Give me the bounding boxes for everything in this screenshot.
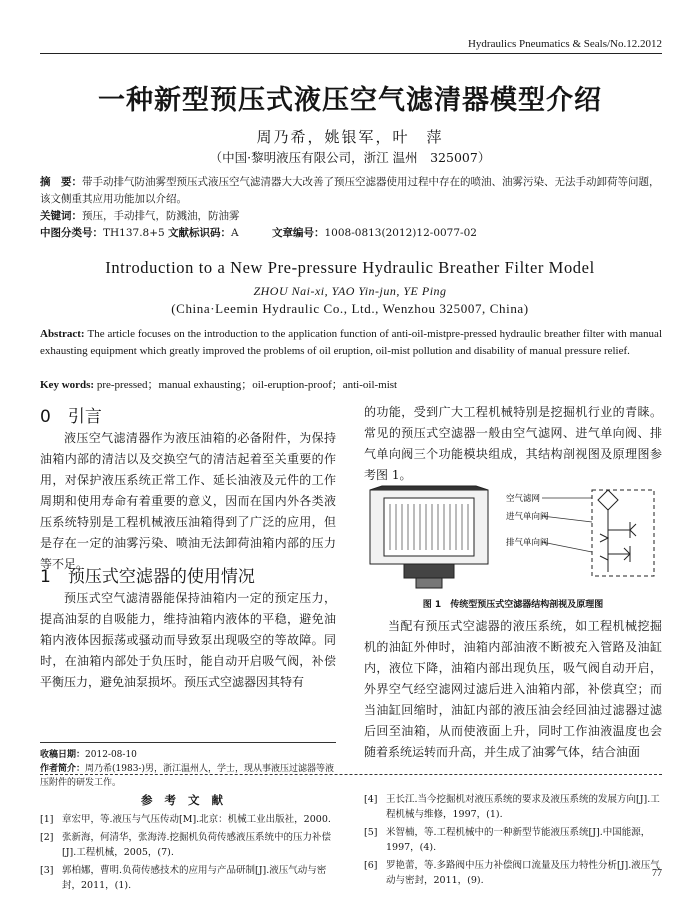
- label-leader-2: [542, 516, 592, 522]
- filter-element: [384, 498, 474, 556]
- references-separator: [40, 774, 662, 775]
- english-title: Introduction to a New Pre-pressure Hydraulic Breather Filter Model: [105, 258, 595, 277]
- received-value: 2012-08-10: [85, 750, 137, 760]
- schematic-outlet-valve: [608, 546, 630, 562]
- running-header: Hydraulics Pneumatics & Seals/No.12.2012: [40, 38, 662, 54]
- classification-row: [40, 225, 662, 242]
- classification-label: 中图分类号：: [40, 227, 103, 239]
- references-heading: 参考文献: [141, 793, 235, 807]
- footnote-divider: [40, 742, 336, 743]
- figure-1: [364, 482, 662, 592]
- page-number: 77: [652, 868, 662, 879]
- reference-number: [2]: [40, 832, 54, 843]
- section-intro-heading: 0 引言: [40, 407, 102, 427]
- reference-number: [4]: [364, 794, 378, 805]
- schematic-filter-symbol: [598, 490, 618, 510]
- article-number-value: 1008-0813(2012)12-0077-02: [324, 227, 477, 239]
- filter-diagram: [364, 482, 662, 592]
- english-affiliation: (China·Leemin Hydraulic Co., Ltd., Wenzhou 325007, China): [171, 301, 529, 316]
- reference-item: [364, 792, 662, 822]
- continued-paragraph: 的功能，受到广大工程机械特别是挖掘机行业的青睐。常见的预压式空滤器一般由空气滤网、进气单向阀、排气单向阀三个功能模块组成，其结构剖视图及原理图参考图 1。: [364, 405, 662, 482]
- paper-title: 一种新型预压式液压空气滤清器模型介绍: [98, 85, 602, 116]
- article-number: [272, 225, 477, 242]
- right-column-text-1: [364, 402, 662, 486]
- affiliation: （中国·黎明液压有限公司，浙江 温州 325007）: [209, 150, 491, 165]
- reference-number: [1]: [40, 814, 54, 825]
- article-number-label: 文章编号：: [272, 227, 325, 239]
- section-1-body: [40, 588, 336, 693]
- label-inlet-valve: 进气单向阀: [506, 512, 549, 522]
- section-1-paragraph: 预压式空气滤清器能保持油箱内一定的预定压力，提高油泵的自吸能力，维持油箱内液体的平稳，避免油箱内液体因振荡或骚动而导致泵出现吸空的等故障。同时，在油箱内部处于负压时，能自动开启吸气阀，补偿平衡压力，避免油泵损坏。预压式空滤器因其特有: [40, 591, 336, 689]
- section-intro-body: [40, 428, 336, 575]
- abstract-cn: [40, 174, 662, 208]
- operation-paragraph: 当配有预压式空滤器的液压系统，如工程机械挖掘机的油缸外伸时，油箱内部油液不断被充入管路及油缸内，液位下降，油箱内部出现负压，吸气阀自动开启，外界空气经空滤网过滤后进入油箱内部，补偿真空；而当油缸回缩时，油缸内部的液压油会经回油过滤器过滤后回至油箱，从而使液面上升，同时工作油液温度也会随着系统运转而升高，并生成了油雾气体，结合油面: [364, 619, 662, 759]
- reference-item: [40, 863, 336, 893]
- reference-text: 罗艳蕾，等.多路阀中压力补偿阀口流量及压力特性分析[J].液压气动与密封，2011，(9).: [386, 860, 660, 886]
- reference-number: [3]: [40, 865, 54, 876]
- schematic-spring: [600, 534, 608, 560]
- label-leader-3: [542, 542, 592, 552]
- classification-value: TH137.8+5: [103, 227, 165, 239]
- english-authors: ZHOU Nai-xi, YAO Yin-jun, YE Ping: [253, 284, 447, 298]
- reference-text: 章宏甲，等.液压与气压传动[M].北京：机械工业出版社，2000.: [62, 814, 331, 825]
- filter-base: [404, 564, 454, 578]
- english-abstract-text: The article focuses on the introduction to the application function of anti-oil-mistpre-pressed hydraulic breather filter with manual exhausting equipment which greatly improved the problems of oil eruption, oil-mist pollution and disability of manual pressure relief.: [40, 328, 662, 357]
- section-1-heading: 1 预压式空滤器的使用情况: [40, 567, 255, 587]
- reference-number: [6]: [364, 860, 378, 871]
- reference-item: [40, 830, 336, 860]
- keywords-label: 关键词：: [40, 210, 82, 222]
- figure-caption: 图 1 传统型预压式空滤器结构剖视及原理图: [422, 600, 604, 610]
- doc-code-value: A: [231, 227, 239, 239]
- english-keywords-label: Key words:: [40, 379, 95, 391]
- abstract-label: 摘 要：: [40, 176, 82, 188]
- reference-item: [40, 812, 336, 827]
- doc-code-label: 文献标识码：: [168, 227, 231, 239]
- received-date: [40, 748, 336, 762]
- authors: 周乃希，姚银军，叶 萍: [256, 128, 444, 146]
- reference-number: [5]: [364, 827, 378, 838]
- received-label: 收稿日期：: [40, 750, 86, 760]
- reference-text: 郭柏娜，曹明.负荷传感技术的应用与产品研制[J].液压气动与密封，2011，(1).: [62, 865, 327, 891]
- author-bio-text: 周乃希(1983-)男，浙江温州人，学士，现从事液压过滤器等液压附件的研发工作。: [40, 764, 334, 788]
- english-abstract-label: Abstract:: [40, 328, 85, 340]
- author-bio-label: 作者简介：: [40, 764, 86, 774]
- doc-code: [168, 225, 272, 242]
- reference-text: 米智楠，等.工程机械中的一种新型节能液压系统[J].中国能源，1997，(4).: [386, 827, 651, 853]
- right-column-text-2: [364, 616, 662, 763]
- label-air-filter: 空气滤网: [506, 494, 541, 504]
- classification: [40, 225, 168, 242]
- reference-text: 王长江.当今挖掘机对液压系统的要求及液压系统的发展方向[J].工程机械与维修，1997，(1).: [386, 794, 660, 820]
- filter-thread: [416, 578, 442, 588]
- english-keywords-text: pre-pressed；manual exhausting；oil-eruption-proof；anti-oil-mist: [96, 379, 398, 391]
- schematic-inlet-valve: [608, 522, 636, 538]
- intro-paragraph: 液压空气滤清器作为液压油箱的必备附件，为保持油箱内部的清洁以及交换空气的清洁起着至关重要的作用，对保护液压系统正常工作、延长油液及元件的工作周期和使用寿命有着重要的意义，因而在国内外各类液压系统特别是工程机械液压油箱得到了广泛的应用，但是存在一定的油雾污染、喷油无法卸荷油箱内部的压力等不足。: [40, 431, 336, 571]
- author-bio: [40, 762, 336, 790]
- keywords-text: 预压，手动排气，防溅油，防油雾: [82, 210, 240, 222]
- english-abstract: [40, 326, 662, 359]
- reference-text: 张新海，何清华，张海涛.挖掘机负荷传感液压系统中的压力补偿[J].工程机械，2005，(7).: [62, 832, 332, 858]
- filter-cap: [370, 486, 488, 490]
- reference-item: [364, 825, 662, 855]
- keywords-cn: [40, 208, 662, 225]
- footnote: [40, 748, 336, 790]
- references-left: [40, 812, 336, 896]
- abstract-text: 带手动排气防油雾型预压式液压空气滤清器大大改善了预压空滤器使用过程中存在的喷油、油雾污染、无法手动卸荷等问题，该文侧重其应用功能加以介绍。: [40, 176, 660, 205]
- english-keywords: [40, 376, 662, 392]
- label-outlet-valve: 排气单向阀: [506, 538, 549, 548]
